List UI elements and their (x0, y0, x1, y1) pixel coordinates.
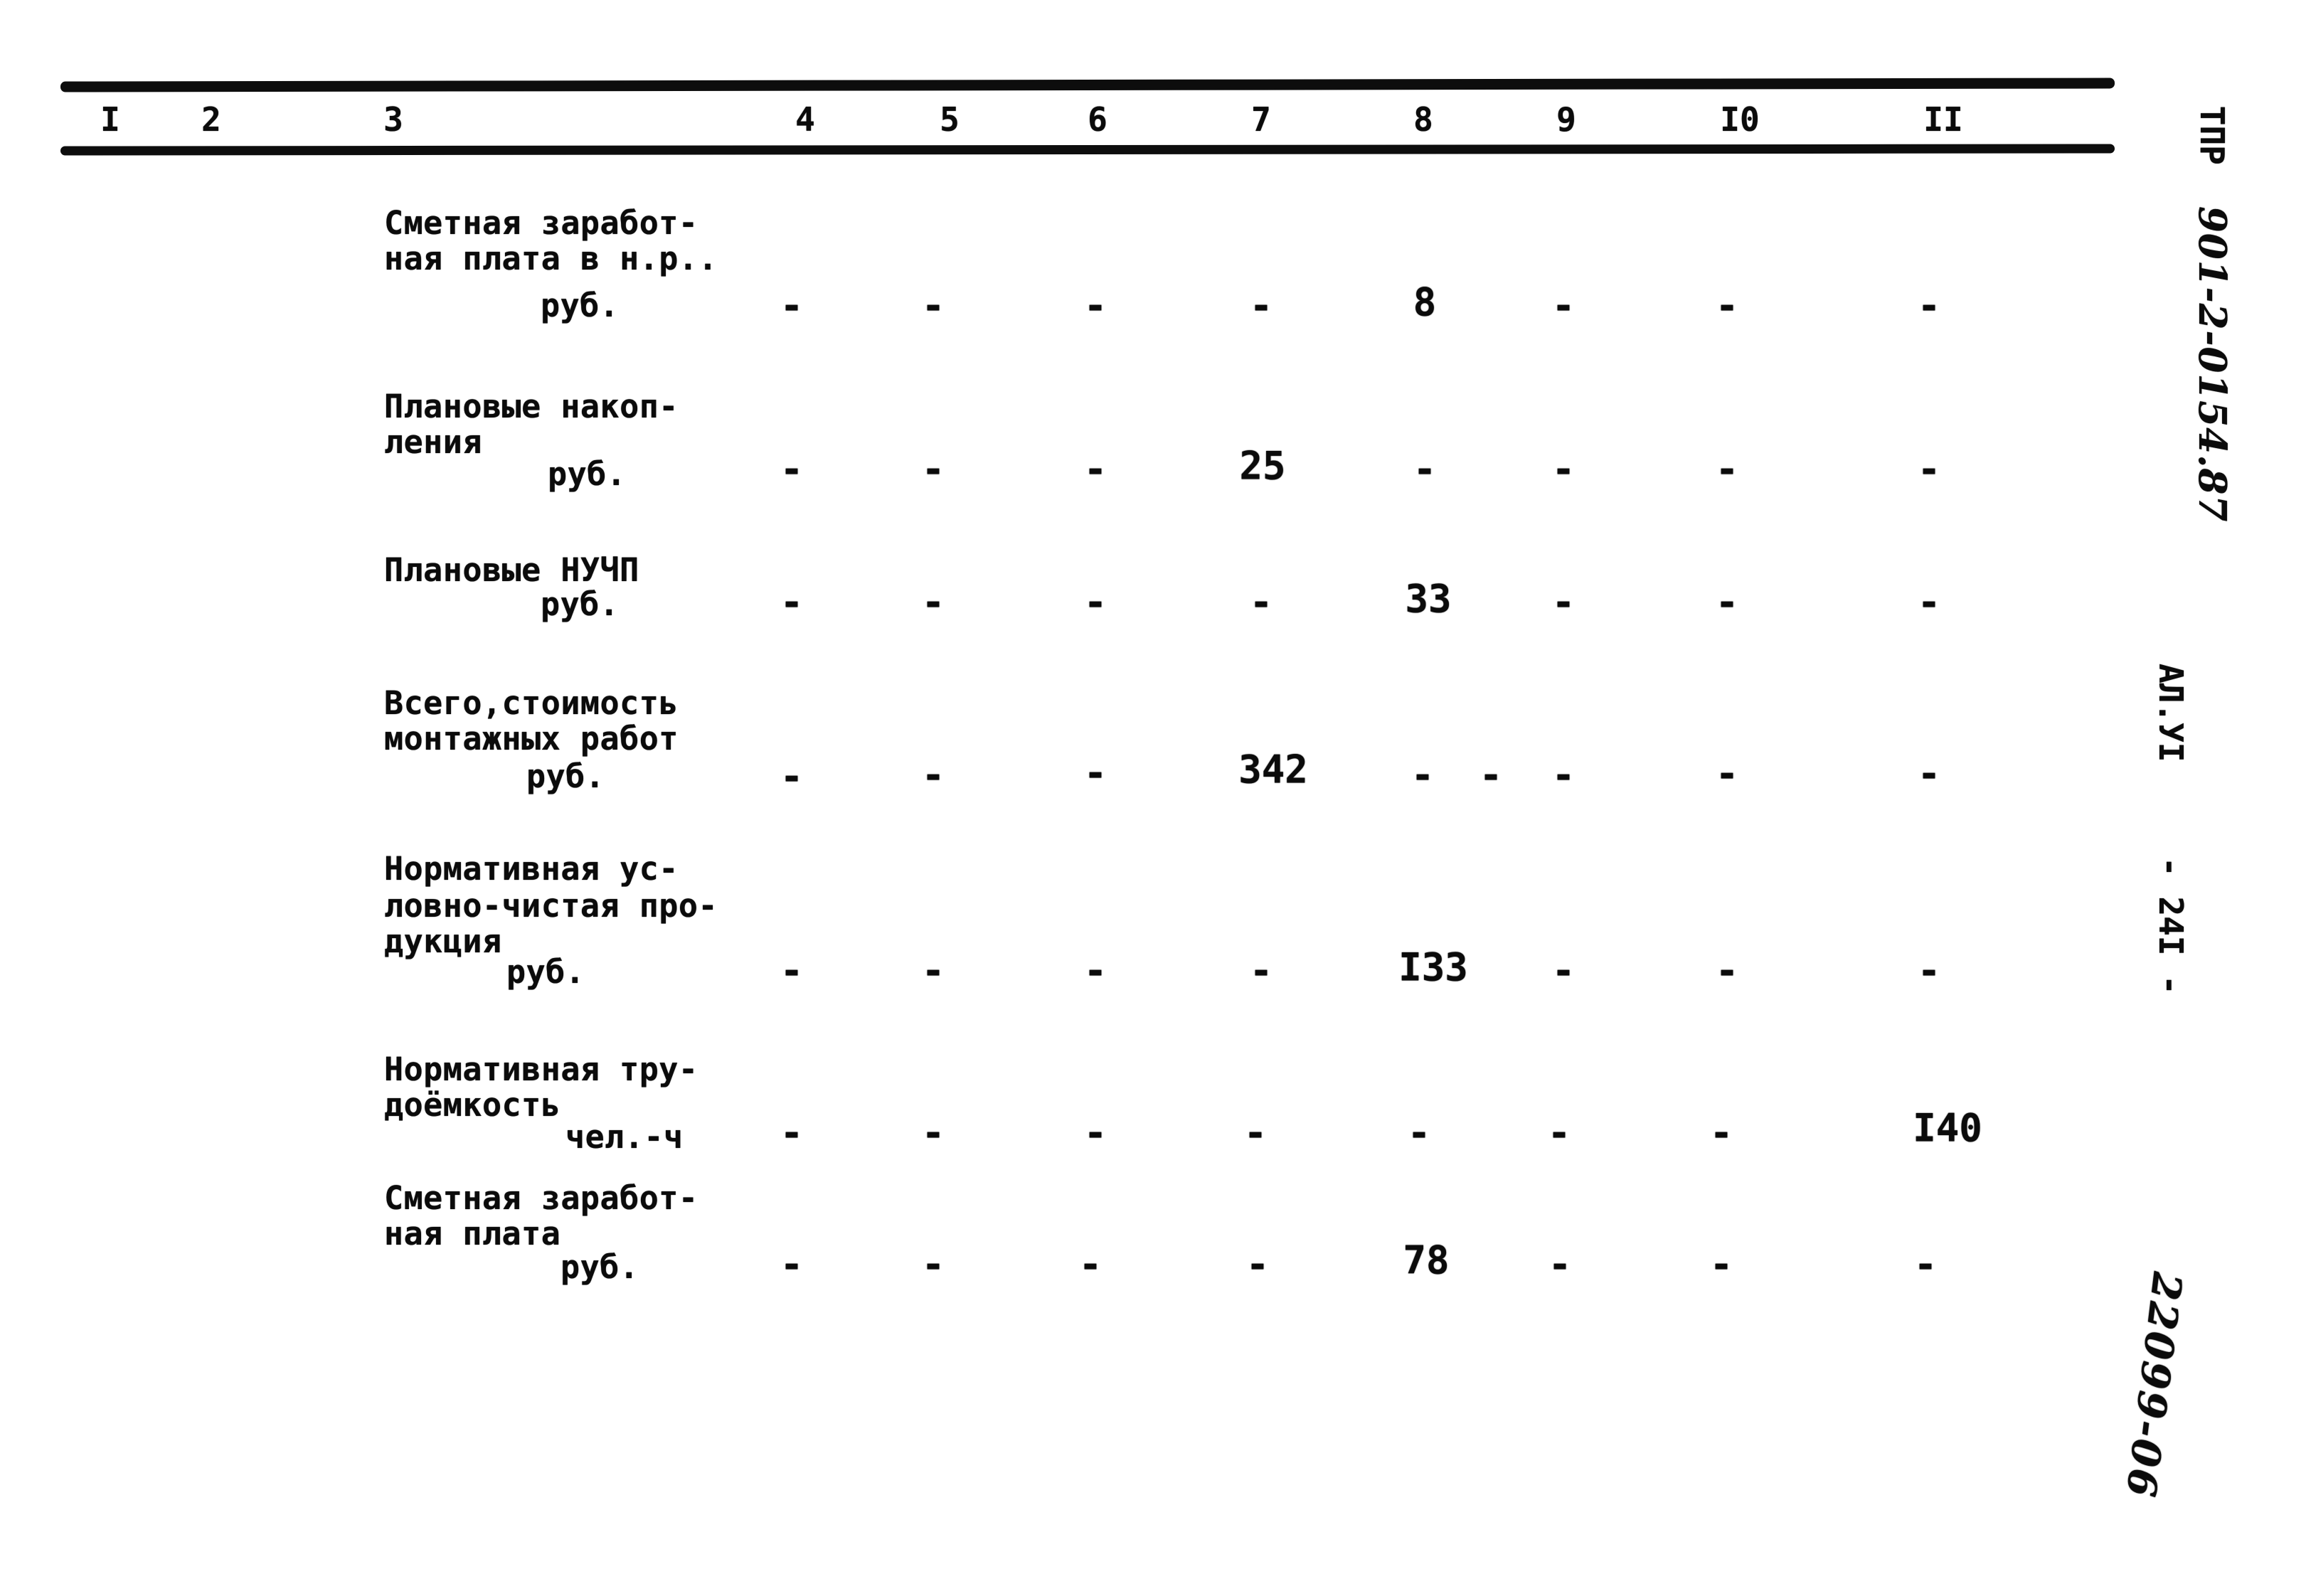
dash-cell: - (1551, 447, 1576, 492)
row-label-line: Плановые накоп- (384, 388, 679, 425)
row-label-line: монтажных работ (384, 720, 679, 757)
dash-cell: - (780, 447, 804, 492)
dash-cell: - (1709, 1242, 1733, 1287)
dash-cell: - (1917, 283, 1941, 329)
dash-cell: - (1917, 751, 1941, 797)
column-header-2: 2 (201, 100, 221, 139)
dash-cell: - (1083, 1110, 1107, 1156)
dash-cell: - (1083, 948, 1107, 994)
dash-cell: - (1913, 1242, 1938, 1287)
dash-cell: - (1078, 1242, 1103, 1287)
column-header-3: 3 (383, 100, 403, 139)
dash-cell: - (780, 283, 804, 329)
dash-cell: - (921, 283, 945, 329)
row-label-line: Нормативная ус- (384, 850, 679, 888)
value-cell: 25 (1239, 443, 1286, 489)
dash-cell: - (1551, 283, 1576, 329)
value-cell: 342 (1238, 747, 1308, 792)
dash-cell: - (1551, 948, 1576, 994)
value-cell: 8 (1413, 280, 1437, 325)
dash-cell: - (780, 580, 804, 625)
dash-cell: - (1083, 447, 1107, 492)
dash-cell: - (921, 1242, 945, 1287)
dash-cell: - (780, 1110, 804, 1156)
row-label-line: ная плата в н.р.. (384, 240, 718, 277)
dash-cell: - (1715, 751, 1739, 797)
dash-cell: - (1243, 1110, 1268, 1156)
header-rule-line (60, 144, 2115, 155)
column-header-6: 6 (1088, 100, 1107, 139)
dash-cell: - (1083, 283, 1107, 329)
dash-cell: - (921, 580, 945, 625)
dash-cell: - (1715, 948, 1739, 994)
column-header-1: I (100, 100, 120, 139)
value-cell: 78 (1403, 1238, 1450, 1283)
unit-label: руб. (561, 1248, 639, 1286)
top-rule-line (60, 78, 2115, 92)
dash-cell: - (1249, 283, 1273, 329)
page-number: - 24I - (2152, 857, 2190, 995)
dash-cell: - (780, 1242, 804, 1287)
dash-cell: - (921, 447, 945, 492)
dash-cell: - (1715, 580, 1739, 625)
column-header-11: II (1923, 100, 1963, 139)
unit-label: руб. (548, 455, 627, 493)
dash-cell: - (1083, 750, 1107, 796)
dash-cell: - (1917, 948, 1941, 994)
dash-cell: - (1249, 580, 1273, 625)
column-header-10: I0 (1720, 100, 1760, 139)
dash-cell: - (1715, 447, 1739, 492)
column-header-9: 9 (1556, 100, 1576, 139)
row-label-line: Сметная заработ- (384, 204, 698, 242)
dash-cell: - (1407, 1110, 1431, 1156)
dash-cell: - (1551, 752, 1576, 798)
designation-prefix: ТПР (2193, 105, 2231, 185)
unit-label: руб. (526, 757, 605, 795)
row-label-line: Нормативная тру- (384, 1050, 698, 1088)
value-cell: 33 (1405, 576, 1452, 622)
dash-cell: - (1917, 447, 1941, 492)
dash-cell: - (1917, 580, 1941, 625)
dash-cell: - (780, 754, 804, 799)
column-header-8: 8 (1413, 100, 1433, 139)
dash-cell: - (921, 752, 945, 798)
dash-cell: - (1410, 752, 1435, 798)
dash-cell: - (1551, 580, 1576, 625)
dash-cell: - (780, 948, 804, 994)
dash-cell: - (1249, 948, 1273, 994)
row-label-line: ная плата (384, 1215, 561, 1252)
handwritten-mark: 22099-06 (2116, 1270, 2192, 1501)
dash-cell: - (1245, 1242, 1270, 1287)
value-cell: I33 (1398, 945, 1468, 990)
row-label-line: Плановые НУЧП (384, 551, 639, 589)
column-header-4: 4 (795, 100, 815, 139)
unit-label: руб. (541, 585, 620, 623)
dash-cell: - (1715, 283, 1739, 329)
row-label-line: Сметная заработ- (384, 1179, 698, 1217)
dash-cell: - (921, 948, 945, 994)
designation-number: 901-2-0154.87 (2190, 206, 2234, 522)
unit-label: руб. (506, 953, 585, 991)
unit-label: чел.-ч (565, 1118, 684, 1156)
document-designation (2152, 27, 2273, 522)
album-code: АЛ.УІ (2152, 664, 2190, 762)
column-header-5: 5 (940, 100, 960, 139)
dash-cell: - (1709, 1110, 1733, 1156)
dash-cell: - (1479, 752, 1503, 798)
row-label-line: ления (384, 423, 482, 461)
row-label-line: Всего,стоимость (384, 684, 679, 722)
column-header-7: 7 (1251, 100, 1271, 139)
row-label-line: доёмкость (384, 1086, 561, 1124)
dash-cell: - (1083, 580, 1107, 625)
dash-cell: - (921, 1110, 945, 1156)
row-label-line: дукция (384, 922, 502, 960)
dash-cell: - (1413, 447, 1437, 492)
unit-label: руб. (541, 287, 620, 324)
dash-cell: - (1548, 1242, 1572, 1287)
dash-cell: - (1547, 1110, 1571, 1156)
value-cell: I40 (1913, 1105, 1982, 1151)
row-label-line: ловно-чистая про- (384, 887, 718, 925)
